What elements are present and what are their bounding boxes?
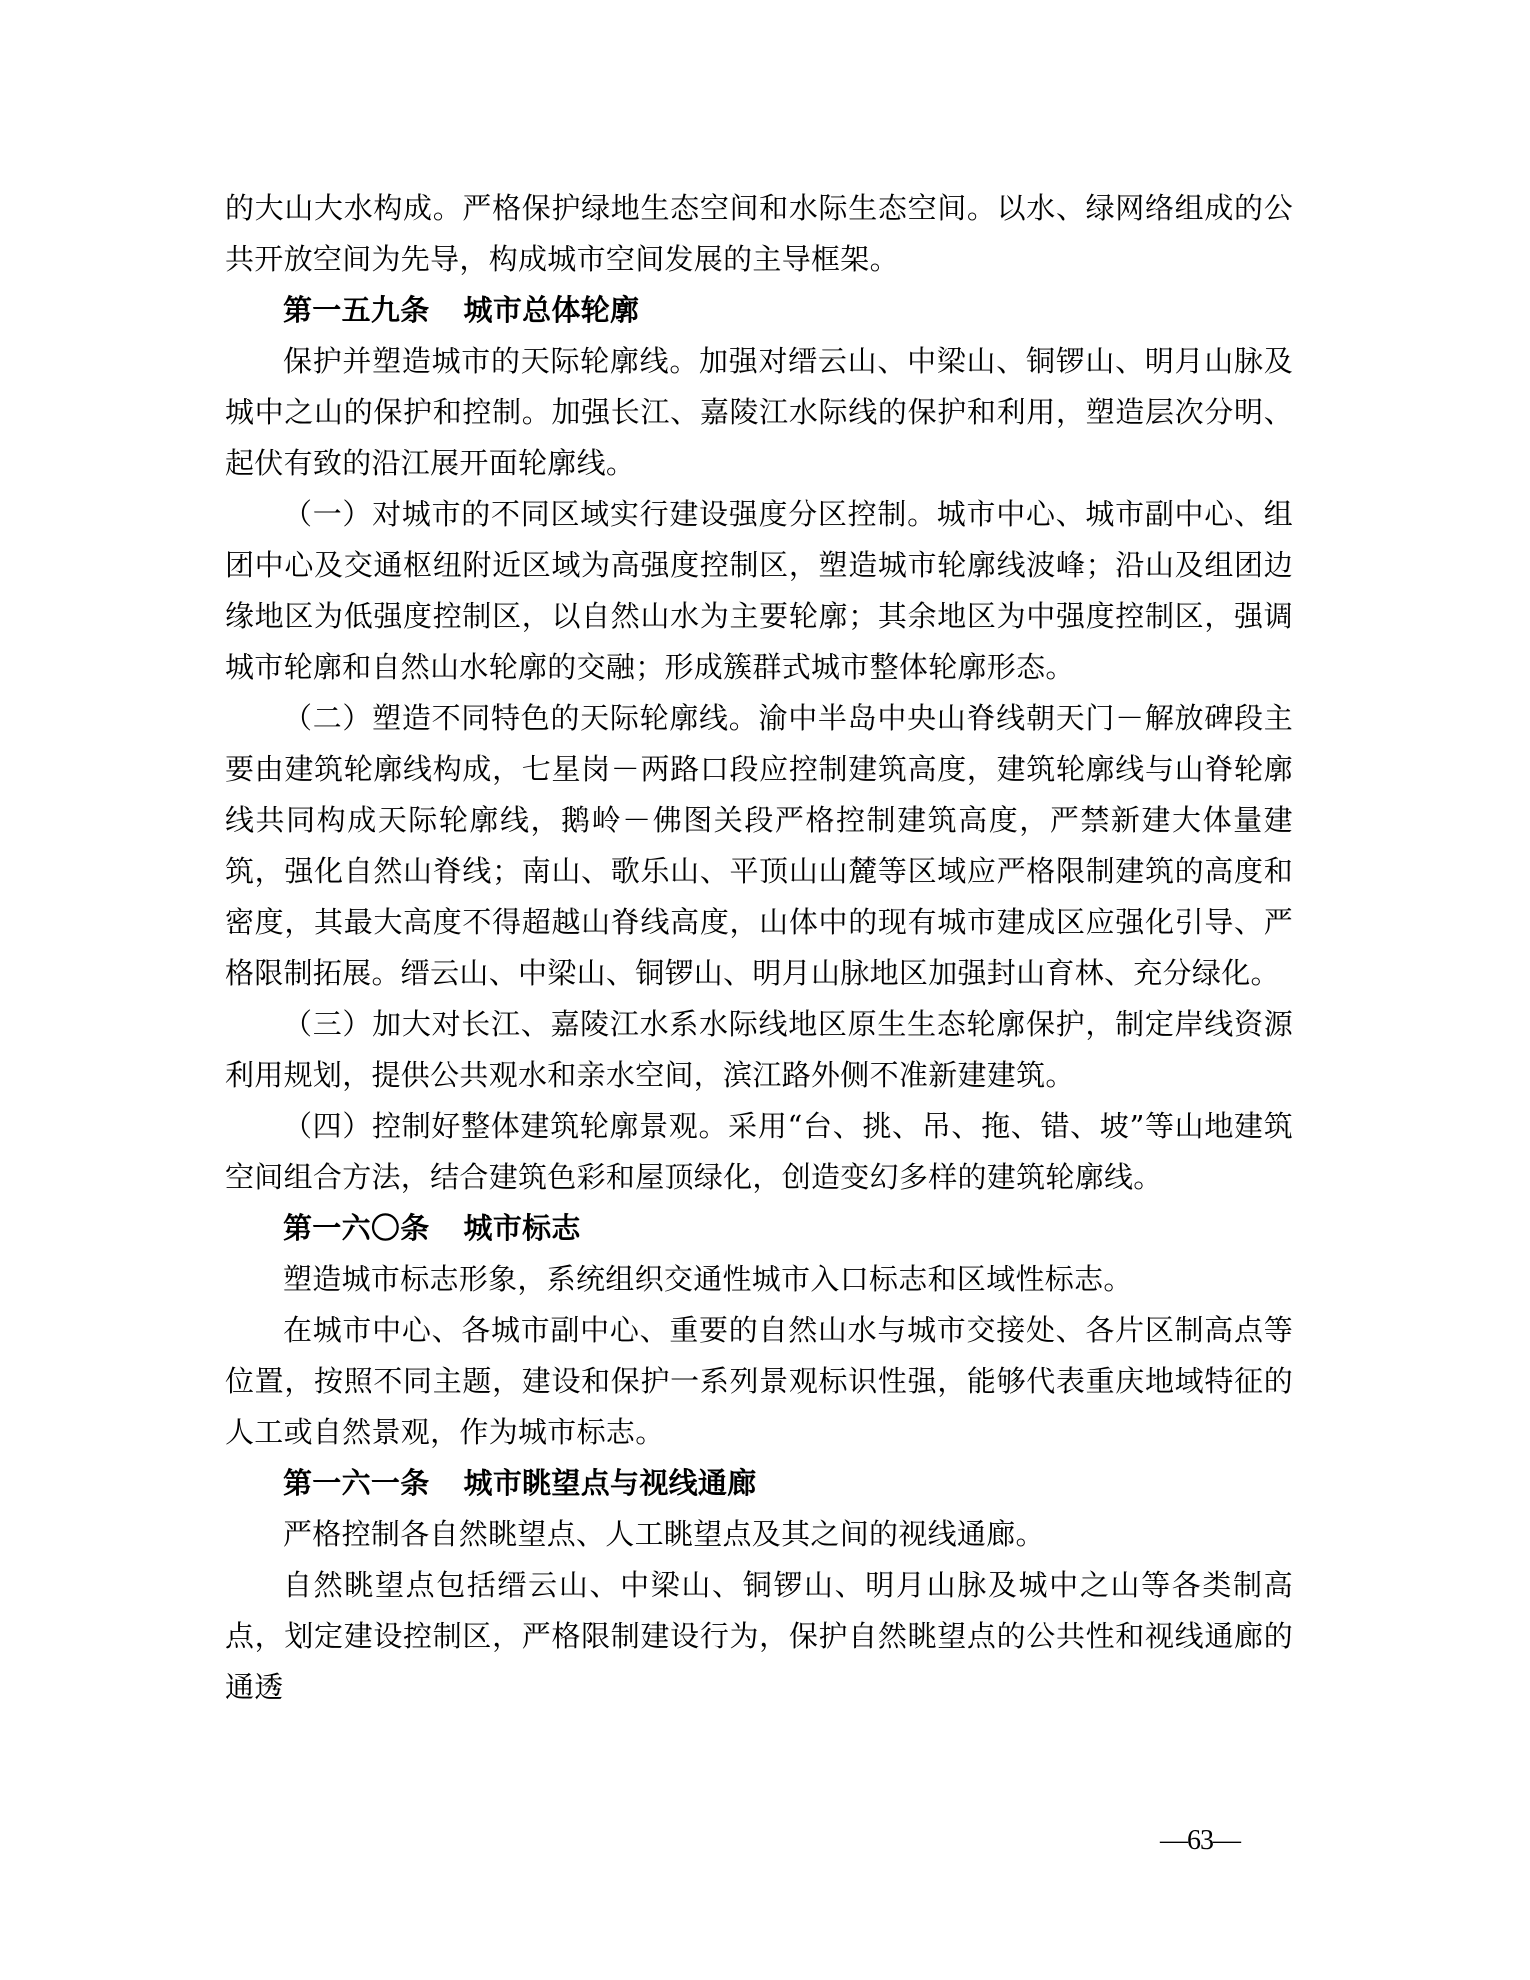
- section-number: 第一五九条: [283, 293, 430, 327]
- section-title: 城市标志: [463, 1211, 581, 1245]
- paragraph: （二）塑造不同特色的天际轮廓线。渝中半岛中央山脊线朝天门－解放碑段主要由建筑轮廓线构成，七星岗－两路口段应控制建筑高度，建筑轮廓线与山脊轮廓线共同构成天际轮廓线，鹅岭－佛图关段严格控制建筑高度，严禁新建大体量建筑，强化自然山脊线；南山、歌乐山、平顶山山麓等区域应严格限制建筑的高度和密度，其最大高度不得超越山脊线高度，山体中的现有城市建成区应强化引导、严格限制拓展。缙云山、中梁山、铜锣山、明月山脉地区加强封山育林、充分绿化。: [225, 701, 1293, 990]
- paragraph: （三）加大对长江、嘉陵江水系水际线地区原生生态轮廓保护，制定岸线资源利用规划，提供公共观水和亲水空间，滨江路外侧不准新建建筑。: [225, 1007, 1293, 1092]
- section-number: 第一六一条: [283, 1466, 430, 1500]
- paragraph: 保护并塑造城市的天际轮廓线。加强对缙云山、中梁山、铜锣山、明月山脉及城中之山的保护和控制。加强长江、嘉陵江水际线的保护和利用，塑造层次分明、起伏有致的沿江展开面轮廓线。: [225, 344, 1293, 480]
- paragraph: 自然眺望点包括缙云山、中梁山、铜锣山、明月山脉及城中之山等各类制高点，划定建设控制区，严格限制建设行为，保护自然眺望点的公共性和视线通廊的通透: [225, 1568, 1293, 1704]
- paragraph: 的大山大水构成。严格保护绿地生态空间和水际生态空间。以水、绿网络组成的公共开放空间为先导，构成城市空间发展的主导框架。: [225, 191, 1293, 276]
- section-title: 城市总体轮廓: [463, 293, 640, 327]
- section-heading: [225, 1458, 1293, 1509]
- paragraph: （四）控制好整体建筑轮廓景观。采用“台、挑、吊、拖、错、坡”等山地建筑空间组合方法，结合建筑色彩和屋顶绿化，创造变幻多样的建筑轮廓线。: [225, 1109, 1293, 1194]
- paragraph: （一）对城市的不同区域实行建设强度分区控制。城市中心、城市副中心、组团中心及交通枢纽附近区域为高强度控制区，塑造城市轮廓线波峰；沿山及组团边缘地区为低强度控制区，以自然山水为主要轮廓；其余地区为中强度控制区，强调城市轮廓和自然山水轮廓的交融；形成簇群式城市整体轮廓形态。: [225, 497, 1293, 684]
- section-heading: [225, 285, 1293, 336]
- paragraph: 严格控制各自然眺望点、人工眺望点及其之间的视线通廊。: [283, 1517, 1045, 1551]
- section-heading: [225, 1203, 1293, 1254]
- paragraph: 在城市中心、各城市副中心、重要的自然山水与城市交接处、各片区制高点等位置，按照不同主题，建设和保护一系列景观标识性强，能够代表重庆地域特征的人工或自然景观，作为城市标志。: [225, 1313, 1293, 1449]
- section-title: 城市眺望点与视线通廊: [463, 1466, 757, 1500]
- document-body: [225, 183, 1293, 1713]
- section-number: 第一六〇条: [283, 1211, 430, 1245]
- page-number: —63—: [1160, 1825, 1240, 1856]
- paragraph: 塑造城市标志形象，系统组织交通性城市入口标志和区域性标志。: [283, 1262, 1133, 1296]
